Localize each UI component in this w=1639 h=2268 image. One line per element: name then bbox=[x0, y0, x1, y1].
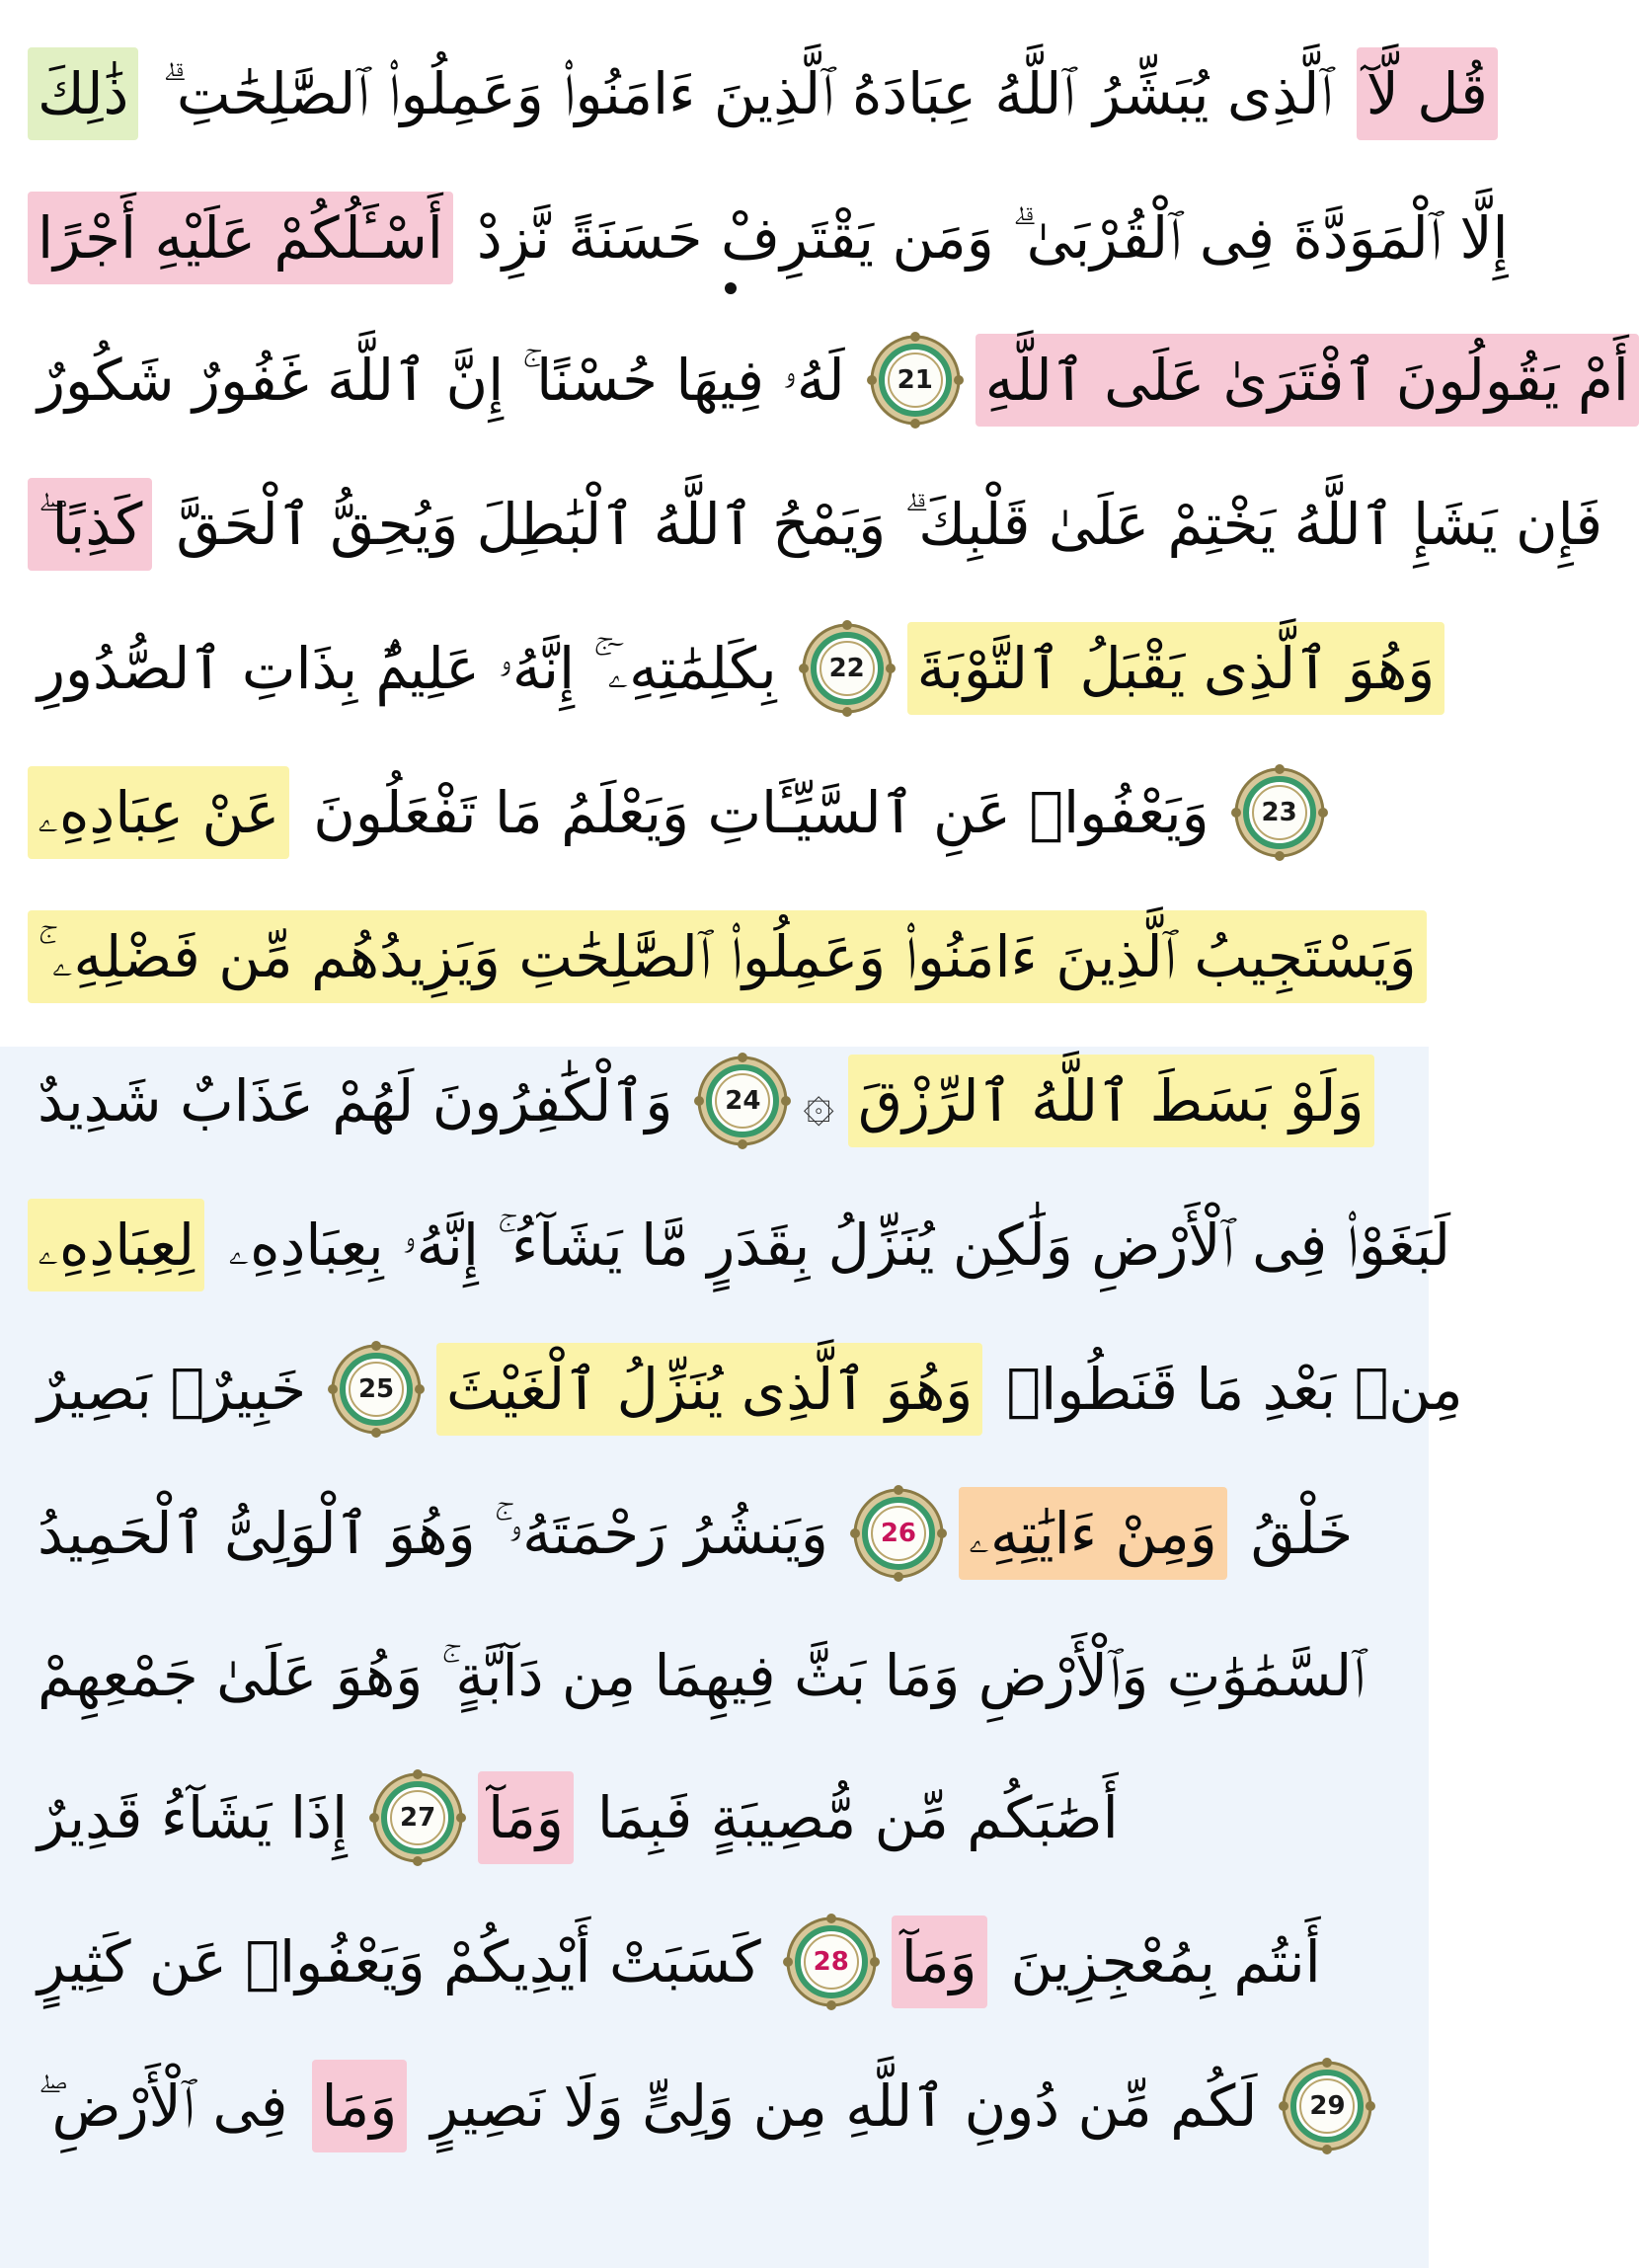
highlighted-verse-text[interactable]: قُل لَّآ bbox=[1357, 47, 1498, 140]
ayah-number: 23 bbox=[1261, 798, 1297, 827]
verse-line bbox=[28, 164, 1509, 312]
verse-text[interactable]: أَنتُم بِمُعْجِزِينَ bbox=[1010, 1928, 1321, 1995]
highlighted-verse-text[interactable]: وَلَوْ بَسَطَ ٱللَّهُ ٱلرِّزْقَ bbox=[848, 1055, 1374, 1147]
highlighted-verse-text[interactable]: وَهُوَ ٱلَّذِى يَقْبَلُ ٱلتَّوْبَةَ bbox=[907, 622, 1445, 715]
verse-text[interactable]: إِلَّا ٱلْمَوَدَّةَ فِى ٱلْقُرْبَىٰ ۗ وَمَن يَقْتَرِفْ حَسَنَةً نَّزِدْ bbox=[476, 204, 1509, 272]
ayah-number: 26 bbox=[880, 1519, 916, 1548]
highlighted-verse-text[interactable]: وَيَسْتَجِيبُ ٱلَّذِينَ ءَامَنُوا۟ وَعَمِلُوا۟ ٱلصَّٰلِحَٰتِ وَيَزِيدُهُم مِّن فَضْلِهِۦ ۚ bbox=[28, 910, 1427, 1003]
highlighted-verse-text[interactable]: وَهُوَ ٱلَّذِى يُنَزِّلُ ٱلْغَيْثَ bbox=[436, 1343, 982, 1436]
verse-line bbox=[28, 450, 1603, 598]
verse-text[interactable]: وَٱلْكَٰفِرُونَ لَهُمْ عَذَابٌ شَدِيدٌ bbox=[38, 1067, 673, 1134]
verse-text[interactable]: لَكُم مِّن دُونِ ٱللَّهِ مِن وَلِىٍّ وَلَا نَصِيرٍ bbox=[430, 2072, 1258, 2140]
verse-text[interactable]: بِكَلِمَٰتِهِۦٓ ۚ إِنَّهُۥ عَلِيمٌۢ بِذَاتِ ٱلصُّدُورِ bbox=[38, 635, 777, 702]
highlighted-verse-text[interactable]: وَمَا bbox=[312, 2060, 408, 2152]
highlighted-verse-text[interactable]: عَنْ عِبَادِهِۦ bbox=[28, 766, 289, 859]
verse-text[interactable]: وَيَعْفُوا۟ عَنِ ٱلسَّيِّـَٔاتِ وَيَعْلَمُ مَا تَفْعَلُونَ bbox=[313, 779, 1210, 846]
verse-line bbox=[28, 594, 1436, 743]
verse-text[interactable]: خَلْقُ bbox=[1250, 1500, 1354, 1567]
verse-text[interactable]: خَبِيرٌۢ بَصِيرٌ bbox=[38, 1356, 307, 1423]
verse-line bbox=[28, 20, 1488, 168]
verse-text[interactable]: لَبَغَوْا۟ فِى ٱلْأَرْضِ وَلَٰكِن يُنَزِّلُ بِقَدَرٍ مَّا يَشَآءُ ۚ إِنَّهُۥ بِعِبَادِهِۦ bbox=[228, 1212, 1451, 1279]
verse-line bbox=[28, 1459, 1401, 1607]
ayah-number-marker[interactable] bbox=[785, 1916, 878, 2008]
verse-text[interactable]: وَيَنشُرُ رَحْمَتَهُۥ ۚ وَهُوَ ٱلْوَلِىُّ ٱلْحَمِيدُ bbox=[38, 1500, 828, 1567]
verse-text[interactable]: ٱلَّذِى يُبَشِّرُ ٱللَّهُ عِبَادَهُ ٱلَّذِينَ ءَامَنُوا۟ وَعَمِلُوا۟ ٱلصَّٰلِحَٰتِ ۗ bbox=[162, 60, 1333, 127]
highlighted-verse-text[interactable]: أَمْ يَقُولُونَ ٱفْتَرَىٰ عَلَى ٱللَّهِ bbox=[976, 334, 1639, 427]
ayah-number-marker[interactable] bbox=[696, 1055, 789, 1147]
ayah-number: 25 bbox=[357, 1374, 395, 1404]
verse-line bbox=[28, 1171, 1451, 1319]
highlighted-verse-text[interactable]: وَمِنْ ءَايَٰتِهِۦ bbox=[959, 1487, 1227, 1580]
verse-text[interactable]: لَهُۥ فِيهَا حُسْنًا ۚ إِنَّ ٱللَّهَ غَفُورٌ شَكُورٌ bbox=[38, 347, 845, 414]
ayah-number: 27 bbox=[399, 1803, 436, 1833]
ayah-number: 29 bbox=[1309, 2091, 1346, 2121]
ayah-number: 24 bbox=[725, 1086, 761, 1116]
ayah-number-marker[interactable] bbox=[852, 1487, 945, 1580]
highlighted-verse-text[interactable]: كَذِبًا ۖ bbox=[28, 478, 152, 571]
verse-text[interactable]: مِنۢ بَعْدِ مَا قَنَطُوا۟ bbox=[1006, 1356, 1463, 1423]
verse-text[interactable]: كَسَبَتْ أَيْدِيكُمْ وَيَعْفُوا۟ عَن كَثِيرٍ bbox=[38, 1928, 761, 1995]
verse-text[interactable]: أَصَٰبَكُم مِّن مُّصِيبَةٍ فَبِمَا bbox=[596, 1784, 1119, 1851]
ayah-number-marker[interactable] bbox=[801, 622, 894, 715]
hizb-quarter-icon: ۞ bbox=[803, 1069, 834, 1133]
verse-line bbox=[28, 1744, 1401, 1892]
verse-text[interactable]: ٱلسَّمَٰوَٰتِ وَٱلْأَرْضِ وَمَا بَثَّ فِيهِمَا مِن دَآبَّةٍ ۚ وَهُوَ عَلَىٰ جَمْعِهِمْ bbox=[38, 1642, 1366, 1709]
verse-text[interactable]: إِذَا يَشَآءُ قَدِيرٌ bbox=[38, 1784, 349, 1851]
verse-text[interactable]: فَإِن يَشَإِ ٱللَّهُ يَخْتِمْ عَلَىٰ قَلْبِكَ ۗ وَيَمْحُ ٱللَّهُ ٱلْبَٰطِلَ وَيُحِقُّ ٱلْحَقَّ bbox=[176, 491, 1603, 558]
highlighted-verse-text[interactable]: ذَٰلِكَ bbox=[28, 47, 138, 140]
ayah-number: 28 bbox=[813, 1947, 849, 1977]
verse-line bbox=[28, 1602, 1401, 1750]
ayah-number-marker[interactable] bbox=[330, 1343, 423, 1436]
verse-line bbox=[28, 1888, 1401, 2036]
verse-line bbox=[28, 1315, 1463, 1463]
highlighted-verse-text[interactable]: وَمَآ bbox=[478, 1771, 574, 1864]
ayah-number-marker[interactable] bbox=[869, 334, 962, 427]
ayah-number-marker[interactable] bbox=[371, 1771, 464, 1864]
verse-text[interactable]: فِى ٱلْأَرْضِ ۖ bbox=[38, 2072, 288, 2140]
highlighted-verse-text[interactable]: لِعِبَادِهِۦ bbox=[28, 1199, 204, 1291]
verse-line bbox=[28, 1027, 1401, 1175]
ayah-number-marker[interactable] bbox=[1281, 2060, 1373, 2152]
ayah-number-marker[interactable] bbox=[1233, 766, 1326, 859]
verse-line bbox=[28, 739, 1401, 887]
verse-line bbox=[28, 306, 1629, 454]
verse-line bbox=[28, 883, 1417, 1031]
highlighted-verse-text[interactable]: وَمَآ bbox=[892, 1916, 987, 2008]
ayah-number: 22 bbox=[828, 654, 865, 683]
highlighted-verse-text[interactable]: أَسْـَٔلُكُمْ عَلَيْهِ أَجْرًا bbox=[28, 192, 453, 284]
verse-line bbox=[28, 2032, 1401, 2180]
ayah-number: 21 bbox=[897, 365, 933, 395]
